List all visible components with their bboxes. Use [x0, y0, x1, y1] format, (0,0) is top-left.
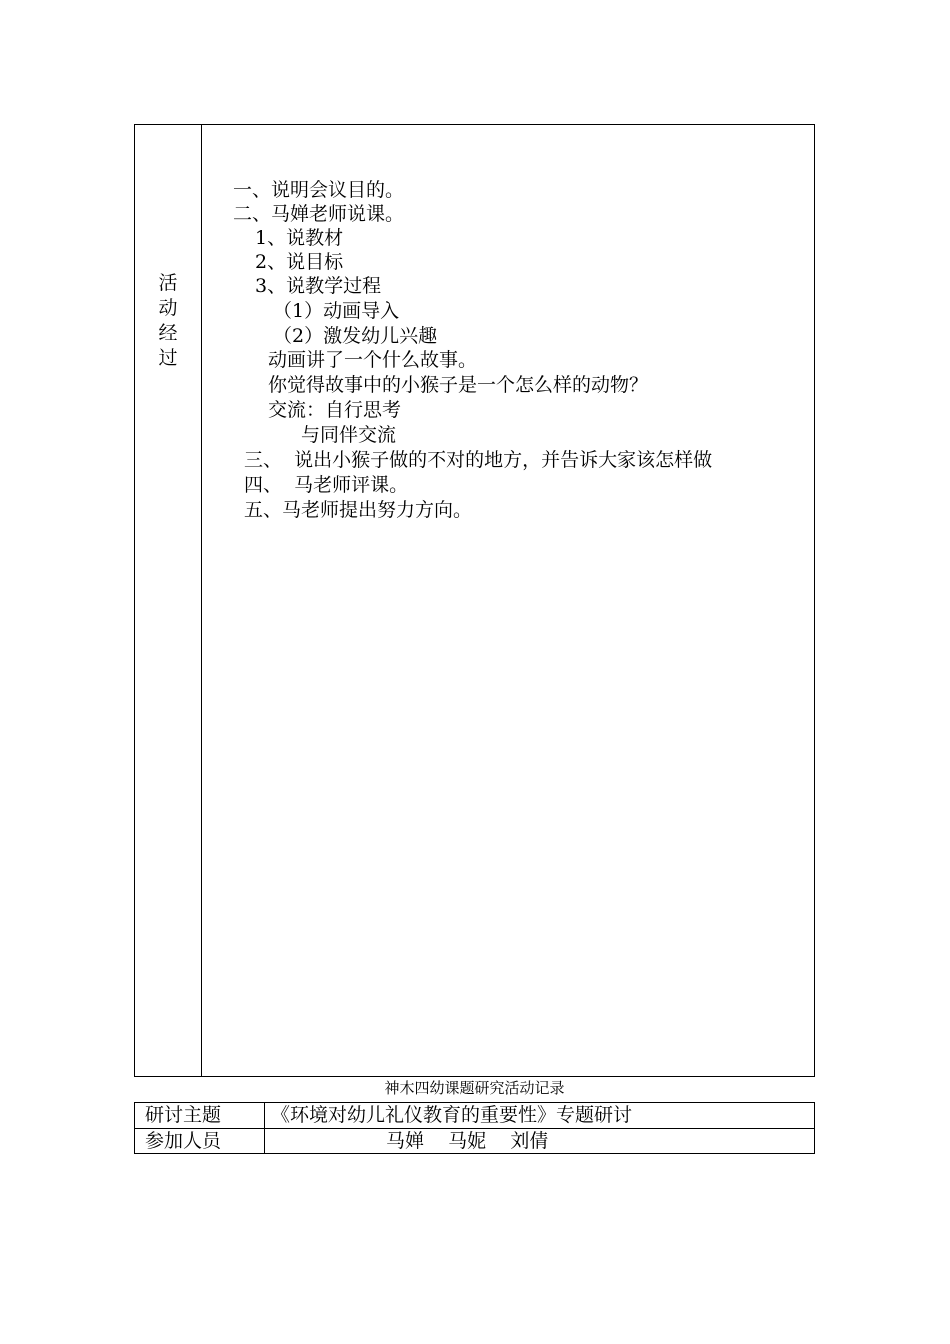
process-line: 交流：自行思考 — [268, 399, 402, 421]
process-line: 3、说教学过程 — [255, 275, 382, 297]
record-info-table — [134, 1102, 815, 1154]
topic-value: 《环境对幼儿礼仪教育的重要性》专题研讨 — [271, 1104, 633, 1126]
topic-label: 研讨主题 — [145, 1104, 222, 1126]
label-char: 动 — [158, 297, 178, 319]
process-line: （2）激发幼儿兴趣 — [273, 325, 438, 347]
process-line: 你觉得故事中的小猴子是一个怎么样的动物？ — [268, 374, 649, 396]
process-line: 一、说明会议目的。 — [233, 179, 405, 201]
activity-process-label — [135, 271, 201, 371]
activity-process-table — [134, 124, 815, 1077]
column-divider — [264, 1103, 265, 1153]
participants-value: 马婵 马妮 刘倩 — [386, 1130, 549, 1152]
process-line: 五、马老师提出努力方向。 — [244, 499, 473, 521]
column-divider — [201, 125, 202, 1076]
process-line: 二、马婵老师说课。 — [233, 203, 405, 225]
process-line: 1、说教材 — [255, 227, 344, 249]
label-char: 过 — [158, 347, 178, 369]
process-line: 动画讲了一个什么故事。 — [268, 349, 478, 371]
participants-label: 参加人员 — [145, 1130, 222, 1152]
record-caption: 神木四幼课题研究活动记录 — [384, 1079, 565, 1097]
process-line: 三、 说出小猴子做的不对的地方，并告诉大家该怎样做 — [244, 449, 713, 471]
label-char: 活 — [158, 272, 178, 294]
process-line: （1）动画导入 — [273, 300, 400, 322]
process-line: 2、说目标 — [255, 251, 344, 273]
process-line: 与同伴交流 — [301, 424, 397, 446]
label-char: 经 — [158, 322, 178, 344]
process-line: 四、 马老师评课。 — [244, 474, 409, 496]
